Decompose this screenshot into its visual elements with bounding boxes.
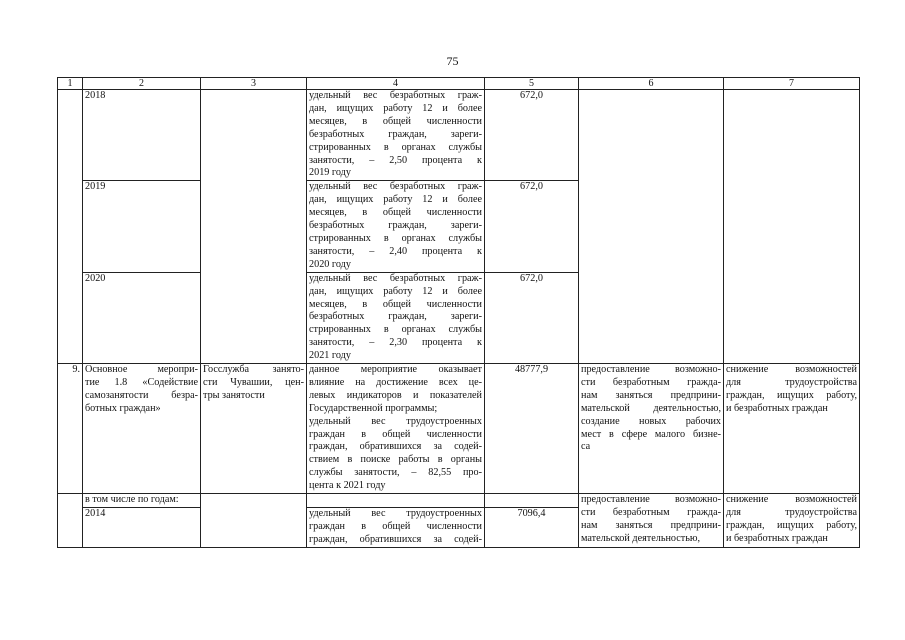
indicator-line: стрированных в органах службы (309, 324, 482, 336)
year-cell: 2019 (83, 181, 201, 272)
indicator-line: занятости, – 2,50 процента к (309, 154, 482, 166)
result-line: нам заняться предприни- (581, 389, 721, 401)
column-header: 7 (724, 78, 860, 90)
indicator-cell (307, 508, 485, 548)
executor-line: Госслужба занято- (203, 364, 304, 376)
row-number-cell (58, 90, 83, 364)
row-number-cell: 9. (58, 364, 83, 494)
indicator-line: удельный вес трудоустроенных (309, 415, 482, 427)
indicator-line: занятости, – 2,40 процента к (309, 245, 482, 257)
indicator-line: месяцев, в общей численности (309, 207, 482, 219)
result-line: сти безработным гражда- (581, 507, 721, 518)
indicator-line: влияние на достижение всех це- (309, 376, 482, 388)
amount-cell (485, 494, 579, 508)
page-number: 75 (446, 54, 459, 68)
indicator-line: граждан в общей численности (309, 520, 482, 532)
indicator-line: безработных граждан, зареги- (309, 220, 482, 232)
indicator-cell (307, 494, 485, 508)
result-cell (579, 90, 724, 364)
program-table (57, 77, 860, 548)
executor-line: тры занятости (203, 389, 265, 401)
table-row-item-9 (58, 364, 860, 494)
measure-line: ботных граждан» (85, 402, 161, 414)
indicator-line: дан, ищущих работу 12 и более (309, 285, 482, 297)
result-line: са (581, 441, 591, 453)
consequence-line: снижение возможностей (726, 364, 857, 376)
year-cell: 2014 (83, 508, 201, 548)
indicator-line: месяцев, в общей численности (309, 298, 482, 310)
indicator-line: Государственной программы; (309, 402, 438, 414)
consequence-cell (724, 90, 860, 364)
consequence-line: и безработных граждан (726, 532, 828, 544)
indicator-line: занятости, – 2,30 процента к (309, 337, 482, 349)
executor-cell (201, 90, 307, 364)
indicator-line: 2020 году (309, 258, 351, 270)
result-line: мест в сфере малого бизне- (581, 428, 721, 440)
executor-cell (201, 494, 307, 548)
indicator-line: левых индикаторов и показателей (309, 389, 482, 401)
column-header: 2 (83, 78, 201, 90)
result-line: предоставление возможно- (581, 494, 721, 506)
column-header: 4 (307, 78, 485, 90)
consequence-line: снижение возможностей (726, 494, 857, 506)
consequence-cell (724, 364, 860, 494)
measure-name-cell (83, 364, 201, 494)
indicator-line: данное мероприятие оказывает (309, 364, 482, 376)
consequence-cell (724, 494, 860, 548)
executor-line: сти Чувашии, цен- (203, 376, 304, 388)
indicator-cell (307, 181, 485, 272)
indicator-line: граждан в общей численности (309, 428, 482, 440)
consequence-line: для трудоустройства (726, 507, 857, 518)
indicator-line: ствием в поиске работы в органы (309, 454, 482, 466)
measure-line: самозанятости безра- (85, 389, 198, 401)
indicator-line: граждан, обратившихся за содей- (309, 533, 482, 545)
indicator-line: 2019 году (309, 167, 351, 179)
measure-line: тие 1.8 «Содействие (85, 376, 198, 388)
indicator-cell (307, 90, 485, 181)
result-line: создание новых рабочих (581, 415, 721, 427)
result-cell (579, 494, 724, 548)
result-line: предоставление возможно- (581, 364, 721, 376)
indicator-line: удельный вес безработных граж- (309, 272, 482, 284)
consequence-line: и безработных граждан (726, 402, 828, 414)
consequence-line: для трудоустройства (726, 376, 857, 388)
indicator-line: стрированных в органах службы (309, 232, 482, 244)
indicator-line: месяцев, в общей численности (309, 115, 482, 127)
indicator-cell (307, 272, 485, 363)
indicator-cell (307, 364, 485, 494)
result-cell (579, 364, 724, 494)
table-row-2018 (58, 90, 860, 181)
amount-cell: 48777,9 (485, 364, 579, 494)
table-row-by-years-label (58, 494, 860, 508)
indicator-line: стрированных в органах службы (309, 141, 482, 153)
amount-cell: 672,0 (485, 90, 579, 181)
row-number-cell (58, 494, 83, 548)
indicator-line: цента к 2021 году (309, 480, 386, 492)
indicator-line: удельный вес безработных граж- (309, 181, 482, 193)
indicator-line: безработных граждан, зареги- (309, 128, 482, 140)
result-line: нам заняться предприни- (581, 519, 721, 531)
indicator-line: дан, ищущих работу 12 и более (309, 102, 482, 114)
result-line: мательской деятельностью, (581, 402, 721, 414)
consequence-line: граждан, ищущих работу, (726, 519, 857, 531)
consequence-line: граждан, ищущих работу, (726, 389, 857, 401)
indicator-line: службы занятости, – 82,55 про- (309, 467, 482, 479)
result-line: мательской деятельностью, (581, 532, 701, 544)
column-header: 6 (579, 78, 724, 90)
indicator-line: удельный вес безработных граж- (309, 90, 482, 101)
column-header: 5 (485, 78, 579, 90)
by-years-label: в том числе по годам: (83, 494, 201, 508)
result-line: сти безработным гражда- (581, 376, 721, 388)
indicator-line: безработных граждан, зареги- (309, 311, 482, 323)
measure-line: Основное меропри- (85, 364, 198, 376)
executor-cell (201, 364, 307, 494)
year-cell: 2020 (83, 272, 201, 363)
amount-cell: 672,0 (485, 181, 579, 272)
indicator-line: удельный вес трудоустроенных (309, 508, 482, 519)
indicator-line: 2021 году (309, 350, 351, 362)
column-header: 1 (58, 78, 83, 90)
column-number-row (58, 78, 860, 90)
indicator-line: граждан, обратившихся за содей- (309, 441, 482, 453)
amount-cell: 672,0 (485, 272, 579, 363)
amount-cell: 7096,4 (485, 508, 579, 548)
year-cell: 2018 (83, 90, 201, 181)
column-header: 3 (201, 78, 307, 90)
indicator-line: дан, ищущих работу 12 и более (309, 194, 482, 206)
